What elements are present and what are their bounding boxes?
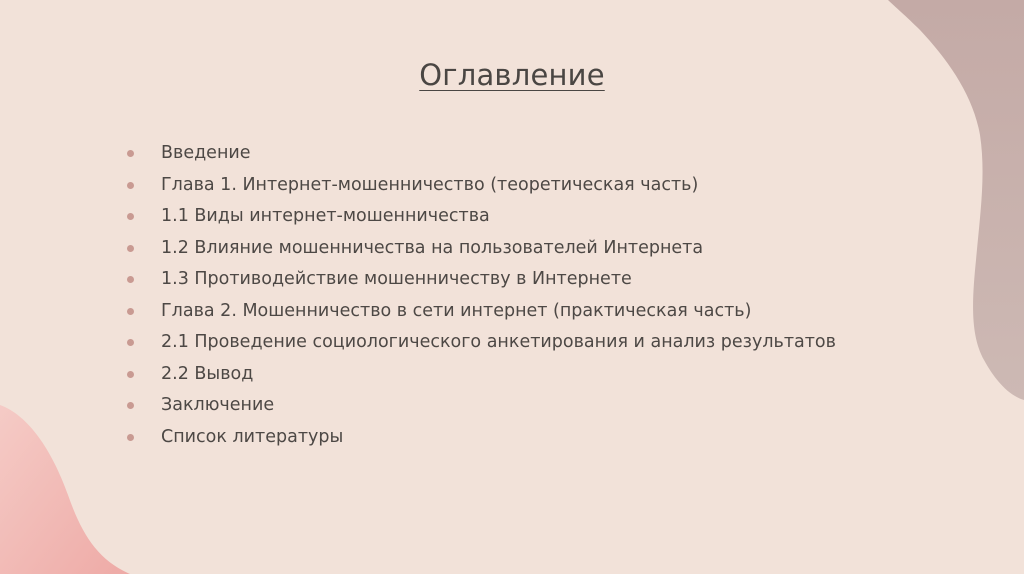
bullet-icon [127, 402, 134, 409]
list-item [126, 329, 836, 361]
list-item [126, 140, 836, 172]
table-of-contents [126, 140, 836, 455]
list-item-text: 2.1 Проведение социологического анкетирования и анализ результатов [161, 332, 836, 352]
list-item [126, 392, 836, 424]
bullet-icon [127, 308, 134, 315]
list-item [126, 298, 836, 330]
list-item [126, 424, 836, 456]
list-item [126, 266, 836, 298]
list-item [126, 203, 836, 235]
bullet-icon [127, 371, 134, 378]
page-title: Оглавление [419, 58, 605, 92]
bullet-icon [127, 245, 134, 252]
list-item-text: 2.2 Вывод [161, 363, 254, 384]
list-item-text: 1.2 Влияние мошенничества на пользователей Интернета [161, 237, 704, 258]
bullet-icon [127, 213, 134, 220]
list-item-text: 1.3 Противодействие мошенничеству в Интернете [161, 269, 632, 289]
bullet-icon [127, 339, 134, 346]
list-item-text: 1.1 Виды интернет-мошенничества [161, 206, 490, 226]
list-item-text: Список литературы [161, 426, 344, 447]
bullet-icon [127, 182, 134, 189]
list-item-text: Глава 2. Мошенничество в сети интернет (практическая часть) [161, 300, 752, 321]
list-item [126, 361, 836, 393]
bullet-icon [127, 150, 134, 157]
list-item-text: Введение [161, 143, 251, 163]
list-item [126, 172, 836, 204]
bullet-icon [127, 434, 134, 441]
list-item [126, 235, 836, 267]
left-decorative-shape [0, 405, 130, 574]
bullet-icon [127, 276, 134, 283]
list-item-text: Глава 1. Интернет-мошенничество (теоретическая часть) [161, 174, 699, 195]
list-item-text: Заключение [161, 395, 275, 415]
